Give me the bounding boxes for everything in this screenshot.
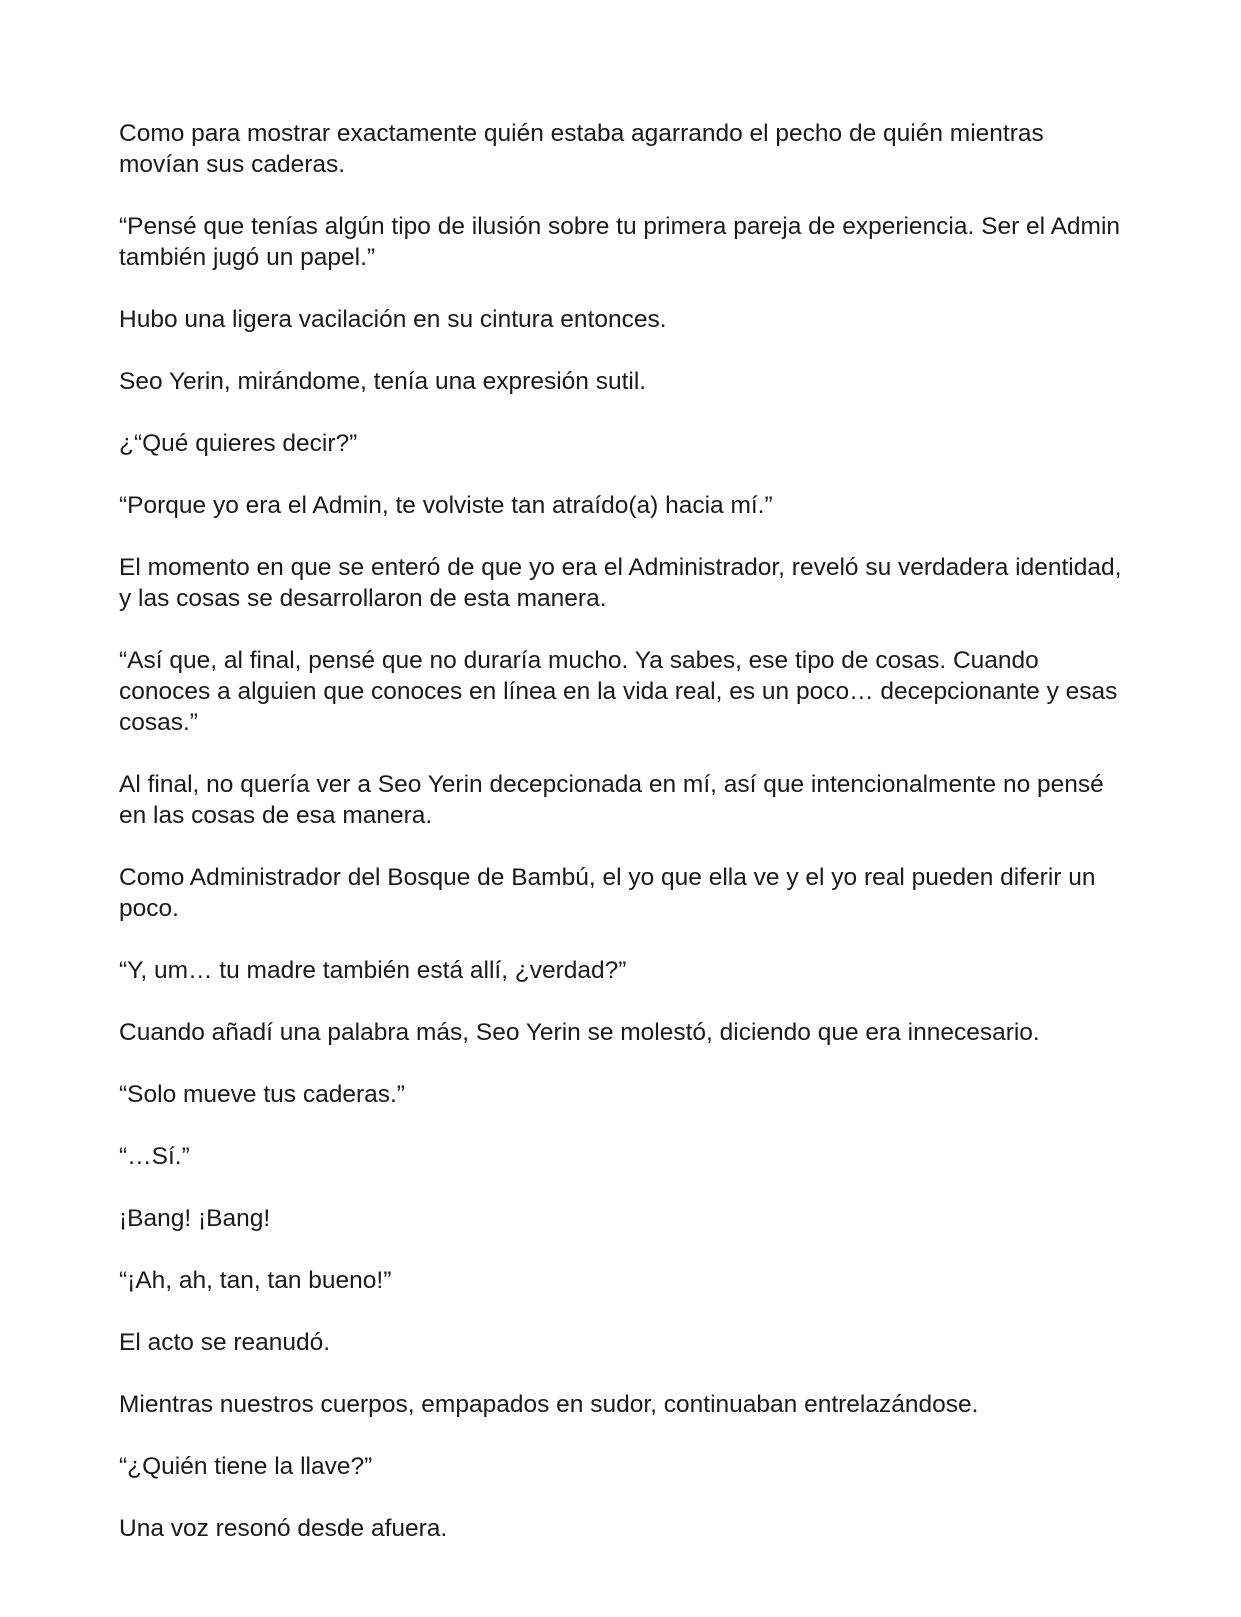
paragraph: Mientras nuestros cuerpos, empapados en sudor, continuaban entrelazándose. (119, 1391, 979, 1418)
paragraph: Hubo una ligera vacilación en su cintura entonces. (119, 306, 667, 333)
paragraph: “¿Quién tiene la llave?” (119, 1453, 373, 1480)
paragraph: “Así que, al final, pensé que no duraría mucho. Ya sabes, ese tipo de cosas. Cuando conoces a alguien que conoces en línea en la vida real, es un poco… decepcionante y esas cosas.” (119, 647, 1118, 736)
paragraph: ¡Bang! ¡Bang! (119, 1205, 271, 1232)
paragraph: Al final, no quería ver a Seo Yerin decepcionada en mí, así que intencionalmente no pensé en las cosas de esa manera. (119, 771, 1104, 829)
paragraph: ¿“Qué quieres decir?” (119, 430, 358, 457)
paragraph: “…Sí.” (119, 1143, 190, 1170)
paragraph: “¡Ah, ah, tan, tan bueno!” (119, 1267, 392, 1294)
paragraph: “Solo mueve tus caderas.” (119, 1081, 405, 1108)
paragraph: El momento en que se enteró de que yo era el Administrador, reveló su verdadera identidad, y las cosas se desarrollaron de esta manera. (119, 554, 1122, 612)
paragraph: El acto se reanudó. (119, 1329, 331, 1356)
paragraph: “Y, um… tu madre también está allí, ¿verdad?” (119, 957, 627, 984)
paragraph: Seo Yerin, mirándome, tenía una expresión sutil. (119, 368, 647, 395)
paragraph: Como Administrador del Bosque de Bambú, el yo que ella ve y el yo real pueden diferir un poco. (119, 864, 1096, 922)
paragraph: “Porque yo era el Admin, te volviste tan atraído(a) hacia mí.” (119, 492, 773, 519)
paragraph: Como para mostrar exactamente quién estaba agarrando el pecho de quién mientras movían sus caderas. (119, 120, 1044, 178)
paragraph: Cuando añadí una palabra más, Seo Yerin se molestó, diciendo que era innecesario. (119, 1019, 1040, 1046)
paragraph: Una voz resonó desde afuera. (119, 1515, 448, 1542)
paragraph: “Pensé que tenías algún tipo de ilusión sobre tu primera pareja de experiencia. Ser el Admin también jugó un papel.” (119, 213, 1121, 271)
document-body (119, 118, 1129, 1575)
